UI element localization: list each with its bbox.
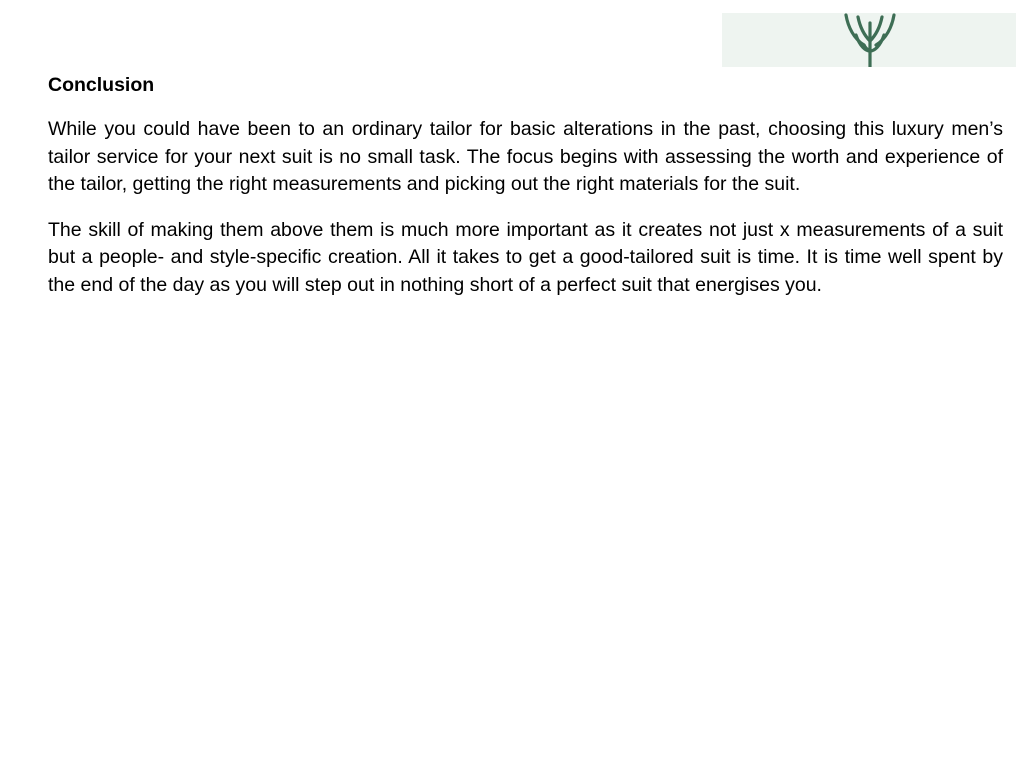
trident-monogram-logo-icon: [840, 13, 900, 67]
logo-banner: [722, 13, 1016, 67]
slide-content: [48, 71, 1003, 317]
paragraph-1: While you could have been to an ordinary tailor for basic alterations in the past, choosing this luxury men’s tailor service for your next suit is no small task. The focus begins with assessing the worth and experience of the tailor, getting the right measurements and picking out the right materials for the suit.: [48, 118, 1003, 195]
section-heading: Conclusion: [48, 74, 155, 96]
paragraph-2: The skill of making them above them is much more important as it creates not just x measurements of a suit but a people- and style-specific creation. All it takes to get a good-tailored suit is time. It is time well spent by the end of the day as you will step out in nothing short of a perfect suit that energises you.: [48, 218, 1003, 296]
